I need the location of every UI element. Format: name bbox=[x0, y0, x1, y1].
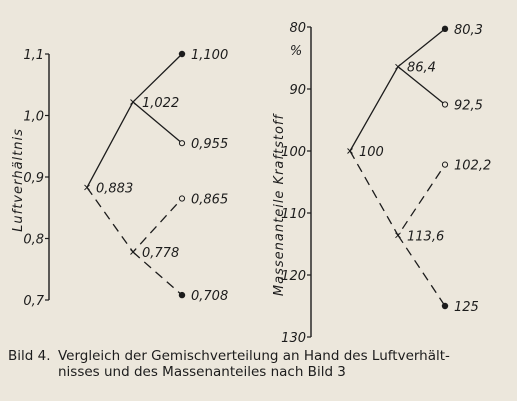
data-label: 0,865 bbox=[191, 192, 229, 208]
data-label: 1,022 bbox=[142, 95, 180, 111]
solid-series-line bbox=[87, 54, 182, 187]
data-label: 80,3 bbox=[454, 22, 483, 38]
dashed-series-line bbox=[398, 235, 445, 306]
y-tick-label: 110 bbox=[281, 207, 306, 222]
filled-point-marker bbox=[442, 26, 448, 32]
data-label: 125 bbox=[454, 300, 479, 315]
filled-point-marker bbox=[179, 292, 185, 298]
filled-point-marker bbox=[179, 51, 185, 57]
data-label: 0,708 bbox=[191, 289, 229, 305]
data-label: 0,883 bbox=[96, 181, 134, 197]
data-label: 86,4 bbox=[407, 60, 436, 76]
open-point-marker bbox=[442, 102, 447, 107]
y-tick-label: 100 bbox=[281, 145, 306, 160]
data-label: 100 bbox=[359, 145, 384, 160]
chart-massenanteile bbox=[272, 21, 491, 345]
y-tick-label: 0,7 bbox=[23, 294, 44, 309]
y-axis-title: Massenanteile Kraftstoff bbox=[272, 113, 287, 297]
y-tick-label: 0,9 bbox=[23, 171, 44, 186]
y-axis-title: Luftverhältnis bbox=[11, 128, 26, 232]
y-tick-label: 0,8 bbox=[23, 232, 44, 248]
caption-line-2: nisses und des Massenanteiles nach Bild 3 bbox=[58, 364, 346, 380]
y-tick-label: 130 bbox=[281, 331, 306, 345]
y-tick-label: 90 bbox=[289, 83, 306, 98]
solid-series-line bbox=[350, 29, 445, 151]
dashed-series-line bbox=[87, 187, 182, 252]
y-tick-label: 120 bbox=[281, 269, 306, 284]
open-point-marker bbox=[442, 162, 447, 167]
data-label: 1,100 bbox=[191, 48, 229, 63]
chart-luftverhaeltnis bbox=[11, 48, 228, 309]
data-label: 92,5 bbox=[454, 98, 483, 114]
data-label: 102,2 bbox=[454, 158, 492, 174]
data-label: 0,778 bbox=[142, 246, 180, 262]
y-tick-label: 80 bbox=[289, 21, 306, 36]
data-label: 0,955 bbox=[191, 137, 229, 153]
filled-point-marker bbox=[442, 303, 448, 309]
figure-caption bbox=[8, 348, 513, 380]
y-tick-label: 1,1 bbox=[23, 48, 44, 63]
data-label: 113,6 bbox=[407, 229, 445, 245]
y-axis-unit: % bbox=[289, 44, 303, 59]
caption-number: Bild 4. bbox=[8, 348, 51, 364]
y-tick-label: 1,0 bbox=[23, 109, 44, 125]
caption-line-1 bbox=[8, 348, 513, 364]
dashed-series-line bbox=[350, 151, 445, 235]
open-point-marker bbox=[179, 196, 184, 201]
open-point-marker bbox=[179, 141, 184, 146]
caption-text-1: Vergleich der Gemischverteilung an Hand des Luftverhält- bbox=[58, 348, 450, 364]
